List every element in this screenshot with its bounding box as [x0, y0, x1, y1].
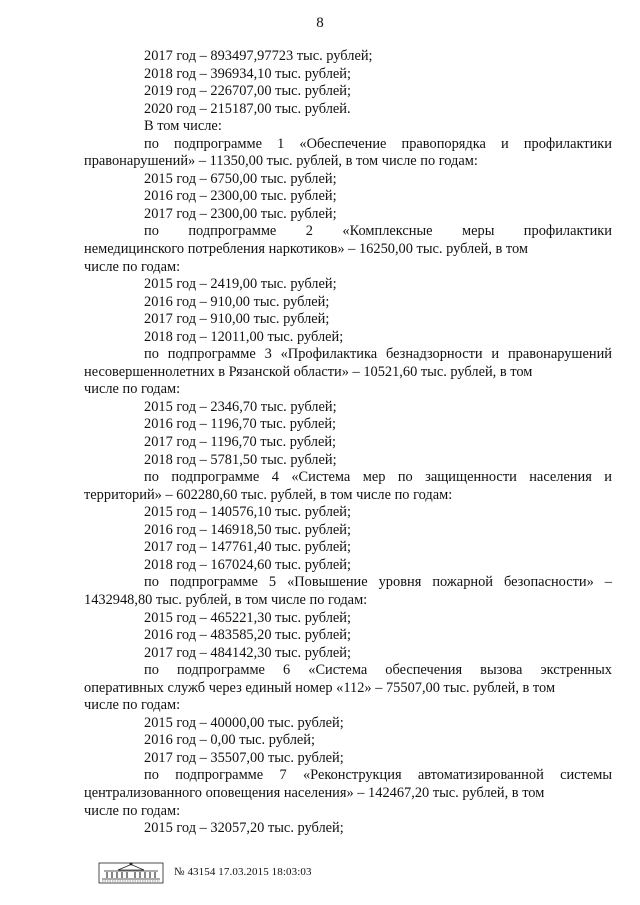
- text-word: меры: [462, 223, 495, 240]
- text-line: 2017 год – 147761,40 тыс. рублей;: [144, 539, 351, 556]
- text-line: В том числе:: [144, 118, 222, 135]
- text-line: территорий» – 602280,60 тыс. рублей, в том числе по годам:: [84, 486, 453, 503]
- text-line: 2015 год – 140576,10 тыс. рублей;: [144, 504, 351, 521]
- text-line: по подпрограмме 1 «Обеспечение правопорядка и профилактики: [144, 135, 612, 152]
- text-line: немедицинского потребления наркотиков» – 16250,00 тыс. рублей, в том: [84, 241, 529, 258]
- text-word: подпрограмме: [188, 223, 277, 240]
- text-line: централизованного оповещения населения» – 142467,20 тыс. рублей, в том: [84, 784, 545, 801]
- page-number: 8: [316, 15, 324, 31]
- text-line: числе по годам:: [84, 258, 181, 275]
- text-line: 2020 год – 215187,00 тыс. рублей.: [144, 100, 351, 117]
- government-building-stamp-icon: [98, 862, 164, 884]
- text-line: 2015 год – 32057,20 тыс. рублей;: [144, 820, 344, 837]
- registration-stamp-text: № 43154 17.03.2015 18:03:03: [174, 866, 312, 878]
- text-line: по подпрограмме 4 «Система мер по защищенности населения и: [144, 469, 612, 486]
- text-line: 2015 год – 2419,00 тыс. рублей;: [144, 276, 337, 293]
- text-line: 2017 год – 35507,00 тыс. рублей;: [144, 749, 344, 766]
- text-line: оперативных служб через единый номер «112» – 75507,00 тыс. рублей, в том: [84, 679, 556, 696]
- text-line: 2018 год – 396934,10 тыс. рублей;: [144, 65, 351, 82]
- text-line: 2015 год – 6750,00 тыс. рублей;: [144, 170, 337, 187]
- text-line: 2016 год – 483585,20 тыс. рублей;: [144, 627, 351, 644]
- text-line: 2017 год – 2300,00 тыс. рублей;: [144, 205, 337, 222]
- text-line: 2015 год – 465221,30 тыс. рублей;: [144, 609, 351, 626]
- registration-stamp: [98, 862, 518, 884]
- text-line: 2016 год – 0,00 тыс. рублей;: [144, 732, 315, 749]
- text-line: 2016 год – 2300,00 тыс. рублей;: [144, 188, 337, 205]
- text-word: 2: [305, 223, 313, 240]
- text-line: 2018 год – 5781,50 тыс. рублей;: [144, 451, 337, 468]
- text-line: по подпрограмме 6 «Система обеспечения вызова экстренных: [144, 662, 612, 679]
- text-line: числе по годам:: [84, 381, 181, 398]
- text-line: правонарушений» – 11350,00 тыс. рублей, в том числе по годам:: [84, 153, 478, 170]
- text-line: 2018 год – 12011,00 тыс. рублей;: [144, 328, 344, 345]
- text-line: 2015 год – 2346,70 тыс. рублей;: [144, 398, 337, 415]
- text-line: 2017 год – 1196,70 тыс. рублей;: [144, 434, 337, 451]
- text-line: 2016 год – 1196,70 тыс. рублей;: [144, 416, 337, 433]
- text-line: 2017 год – 484142,30 тыс. рублей;: [144, 644, 351, 661]
- text-word: по: [144, 223, 159, 240]
- text-line: 2016 год – 910,00 тыс. рублей;: [144, 293, 330, 310]
- text-line: по подпрограмме 7 «Реконструкция автоматизированной системы: [144, 767, 612, 784]
- text-word: профилактики: [523, 223, 612, 240]
- text-line: 1432948,80 тыс. рублей, в том числе по годам:: [84, 591, 368, 608]
- text-line: 2017 год – 910,00 тыс. рублей;: [144, 311, 330, 328]
- text-line: 2018 год – 167024,60 тыс. рублей;: [144, 556, 351, 573]
- text-line: 2019 год – 226707,00 тыс. рублей;: [144, 83, 351, 100]
- text-line: несовершеннолетних в Рязанской области» – 10521,60 тыс. рублей, в том: [84, 363, 533, 380]
- text-line: по подпрограмме 3 «Профилактика безнадзорности и правонарушений: [144, 346, 612, 363]
- text-line: 2015 год – 40000,00 тыс. рублей;: [144, 714, 344, 731]
- text-line: по подпрограмме 5 «Повышение уровня пожарной безопасности» –: [144, 574, 612, 591]
- text-line: 2016 год – 146918,50 тыс. рублей;: [144, 521, 351, 538]
- document-body: [84, 48, 612, 838]
- text-word: «Комплексные: [342, 223, 433, 240]
- text-line: числе по годам:: [84, 802, 181, 819]
- text-line: 2017 год – 893497,97723 тыс. рублей;: [144, 48, 373, 64]
- text-line: числе по годам:: [84, 697, 181, 714]
- text-line: [84, 223, 612, 241]
